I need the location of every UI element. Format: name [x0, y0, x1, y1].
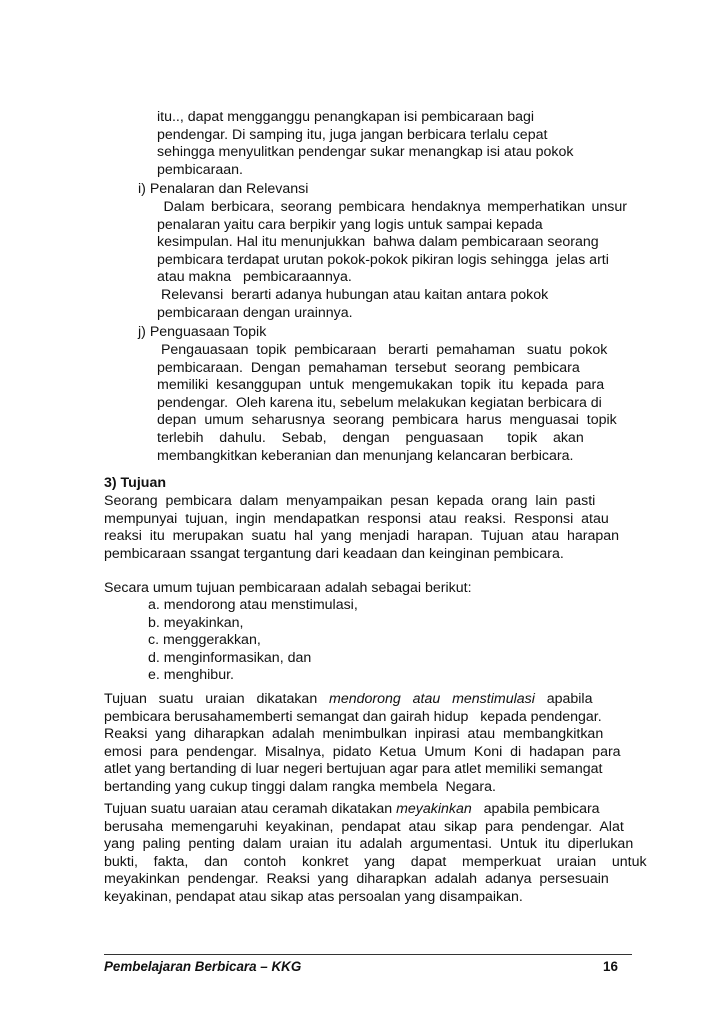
text-line: pembicaraan dengan urainnya. — [157, 304, 353, 321]
list-item: b. meyakinkan, — [148, 614, 244, 631]
item-i-body — [157, 199, 627, 322]
list-item: c. menggerakkan, — [148, 632, 261, 649]
text-line: kesimpulan. Hal itu menunjukkan bahwa dalam pembicaraan seorang — [157, 234, 599, 251]
text-run: Tujuan suatu uraian dikatakan — [104, 691, 330, 707]
text-run: apabila pembicara — [471, 801, 600, 817]
text-line: bertanding yang cukup tinggi dalam rangka membela Negara. — [104, 778, 496, 795]
list-item: d. menginformasikan, dan — [148, 649, 312, 666]
text-line: Dalam berbicara, seorang pembicara hendaknya memperhatikan unsur — [157, 199, 627, 215]
text-line: memiliki kesanggupan untuk mengemukakan topik itu kepada para — [157, 377, 605, 394]
text-line: pembicara berusahamemberti semangat dan gairah hidup kepada pendengar. — [104, 708, 602, 725]
list-intro: Secara umum tujuan pembicaraan adalah sebagai berikut: — [104, 580, 472, 596]
text-line: bukti, fakta, dan contoh konkret yang dapat memperkuat uraian untuk — [104, 853, 647, 870]
footer-divider — [104, 954, 632, 955]
text-line: atau makna pembicaraannya. — [157, 269, 352, 286]
text-line: terlebih dahulu. Sebab, dengan penguasaan topik akan — [157, 429, 584, 446]
text-line: mempunyai tujuan, ingin mendapatkan responsi atau reaksi. Responsi atau — [104, 510, 609, 527]
text-line: Seorang pembicara dalam menyampaikan pesan kepada orang lain pasti — [104, 493, 596, 509]
text-line: berusaha memengaruhi keyakinan, pendapat atau sikap para pendengar. Alat — [104, 818, 624, 835]
text-line: Reaksi yang diharapkan adalah menimbulkan inpirasi atau membangkitkan — [104, 726, 604, 743]
text-line: pembicaraan. — [157, 161, 243, 178]
text-line: emosi para pendengar. Misalnya, pidato Ketua Umum Koni di hadapan para — [104, 743, 621, 760]
text-line: atlet yang bertanding di luar negeri bertujuan agar para atlet memiliki semangat — [104, 761, 603, 778]
text-run: apabila — [534, 691, 593, 707]
text-line: pembicaraan. Dengan pemahaman tersebut seorang pembicara — [157, 359, 580, 376]
text-line: Pengauasaan topik pembicaraan berarti pemahaman suatu pokok — [157, 342, 608, 358]
item-j-heading: j) Penguasaan Topik — [138, 324, 267, 340]
paragraph-mendorong — [104, 691, 629, 797]
text-line: keyakinan, pendapat atau sikap atas persoalan yang disampaikan. — [104, 888, 523, 905]
text-line: pembicara terdapat urutan pokok-pokok pikiran logis sehingga jelas arti — [157, 251, 609, 268]
list-item: a. mendorong atau menstimulasi, — [148, 597, 358, 613]
text-line: penalaran yaitu cara berpikir yang logis untuk sampai kepada — [157, 216, 543, 233]
text-line: meyakinkan pendengar. Reaksi yang diharapkan adalah adanya persesuain — [104, 871, 609, 888]
list-item: e. menghibur. — [148, 667, 234, 684]
text-line: itu.., dapat mengganggu penangkapan isi pembicaraan bagi — [157, 109, 535, 125]
text-line — [104, 691, 629, 709]
text-line — [104, 801, 629, 819]
item-i-heading: i) Penalaran dan Relevansi — [138, 181, 309, 197]
text-line: depan umum seharusnya seorang pembicara harus menguasai topik — [157, 412, 617, 429]
paragraph-meyakinkan — [104, 801, 647, 907]
text-line: reaksi itu merupakan suatu hal yang menjadi harapan. Tujuan atau harapan — [104, 528, 620, 545]
purpose-list — [148, 597, 358, 685]
section3-intro — [104, 493, 629, 563]
text-line: pendengar. Di samping itu, juga jangan berbicara terlalu cepat — [157, 126, 548, 143]
item-j-body — [157, 342, 627, 465]
text-line: sehingga menyulitkan pendengar sukar menangkap isi atau pokok — [157, 144, 574, 161]
text-line: pembicaraan ssangat tergantung dari keadaan dan keinginan pembicara. — [104, 545, 564, 562]
emphasis-text: meyakinkan — [396, 801, 472, 817]
footer-title: Pembelajaran Berbicara – KKG — [104, 959, 302, 974]
section-heading: 3) Tujuan — [104, 475, 167, 491]
text-line: Relevansi berarti adanya hubungan atau kaitan antara pokok — [157, 286, 549, 303]
text-line: yang paling penting dalam uraian itu adalah argumentasi. Untuk itu diperlukan — [104, 836, 634, 853]
continuation-paragraph — [157, 109, 627, 179]
text-line: pendengar. Oleh karena itu, sebelum melakukan kegiatan berbicara di — [157, 394, 602, 411]
page-number: 16 — [603, 959, 618, 974]
text-run: Tujuan suatu uaraian atau ceramah dikatakan — [104, 801, 397, 817]
emphasis-text: mendorong atau menstimulasi — [329, 691, 535, 707]
text-line: membangkitkan keberanian dan menunjang kelancaran berbicara. — [157, 447, 574, 464]
